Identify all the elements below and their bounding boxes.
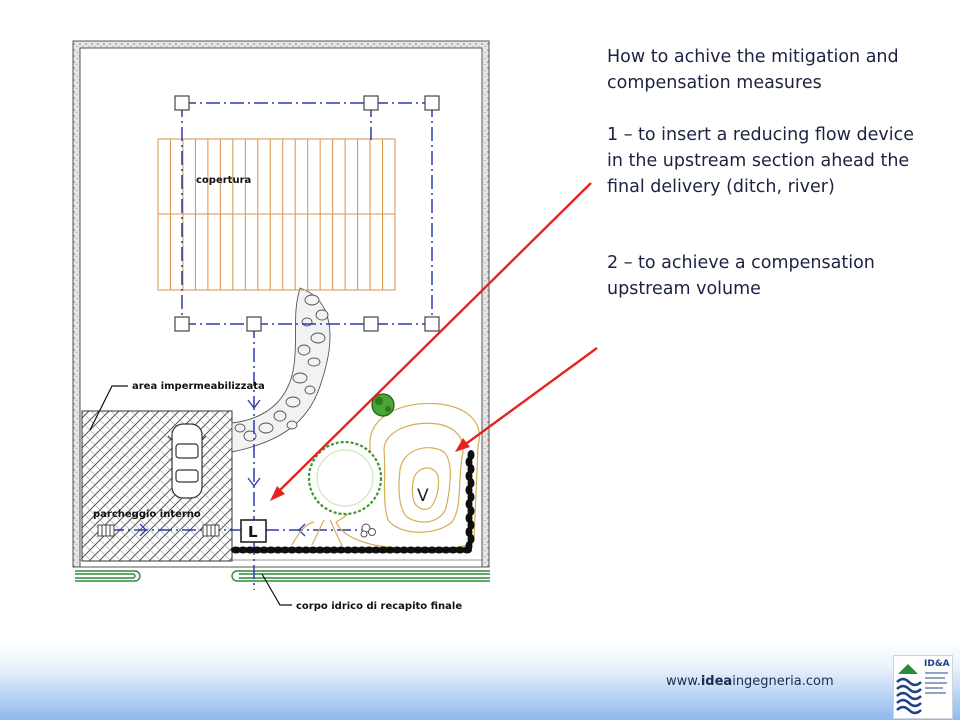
device-marker-label: L xyxy=(248,523,258,541)
website-prefix: www. xyxy=(666,674,701,689)
measure-2-text: 2 – to achieve a compensation upstream volume xyxy=(607,253,875,299)
stone-path xyxy=(232,288,330,452)
measure-1-text: 1 – to insert a reducing flow device in the upstream section ahead the final delivery (ditch, river) xyxy=(607,125,914,197)
roof-label: copertura xyxy=(196,175,252,186)
website-suffix: ingegneria.com xyxy=(732,674,834,689)
website-link[interactable] xyxy=(666,674,834,689)
website-bold-part: idea xyxy=(700,674,733,689)
roof-building xyxy=(158,139,395,290)
impermeable-area-label: area impermeabilizzata xyxy=(132,381,265,392)
large-tree xyxy=(309,442,381,514)
ditch-channels xyxy=(75,571,490,581)
hedge-blob xyxy=(466,541,473,551)
shrub xyxy=(361,524,376,537)
internal-parking-label: parcheggio interno xyxy=(93,509,201,520)
company-logo xyxy=(893,655,953,719)
final-receiver-label: corpo idrico di recapito finale xyxy=(296,601,463,612)
red-arrow-to-volume xyxy=(455,348,597,452)
slide-title: How to achive the mitigation and compensation measures xyxy=(607,47,899,93)
flow-reducing-device xyxy=(241,520,266,542)
logo-name: ID&A xyxy=(924,659,950,669)
impermeable-parking-area xyxy=(82,411,232,561)
car-icon xyxy=(168,424,206,498)
volume-marker-label: V xyxy=(417,486,429,506)
